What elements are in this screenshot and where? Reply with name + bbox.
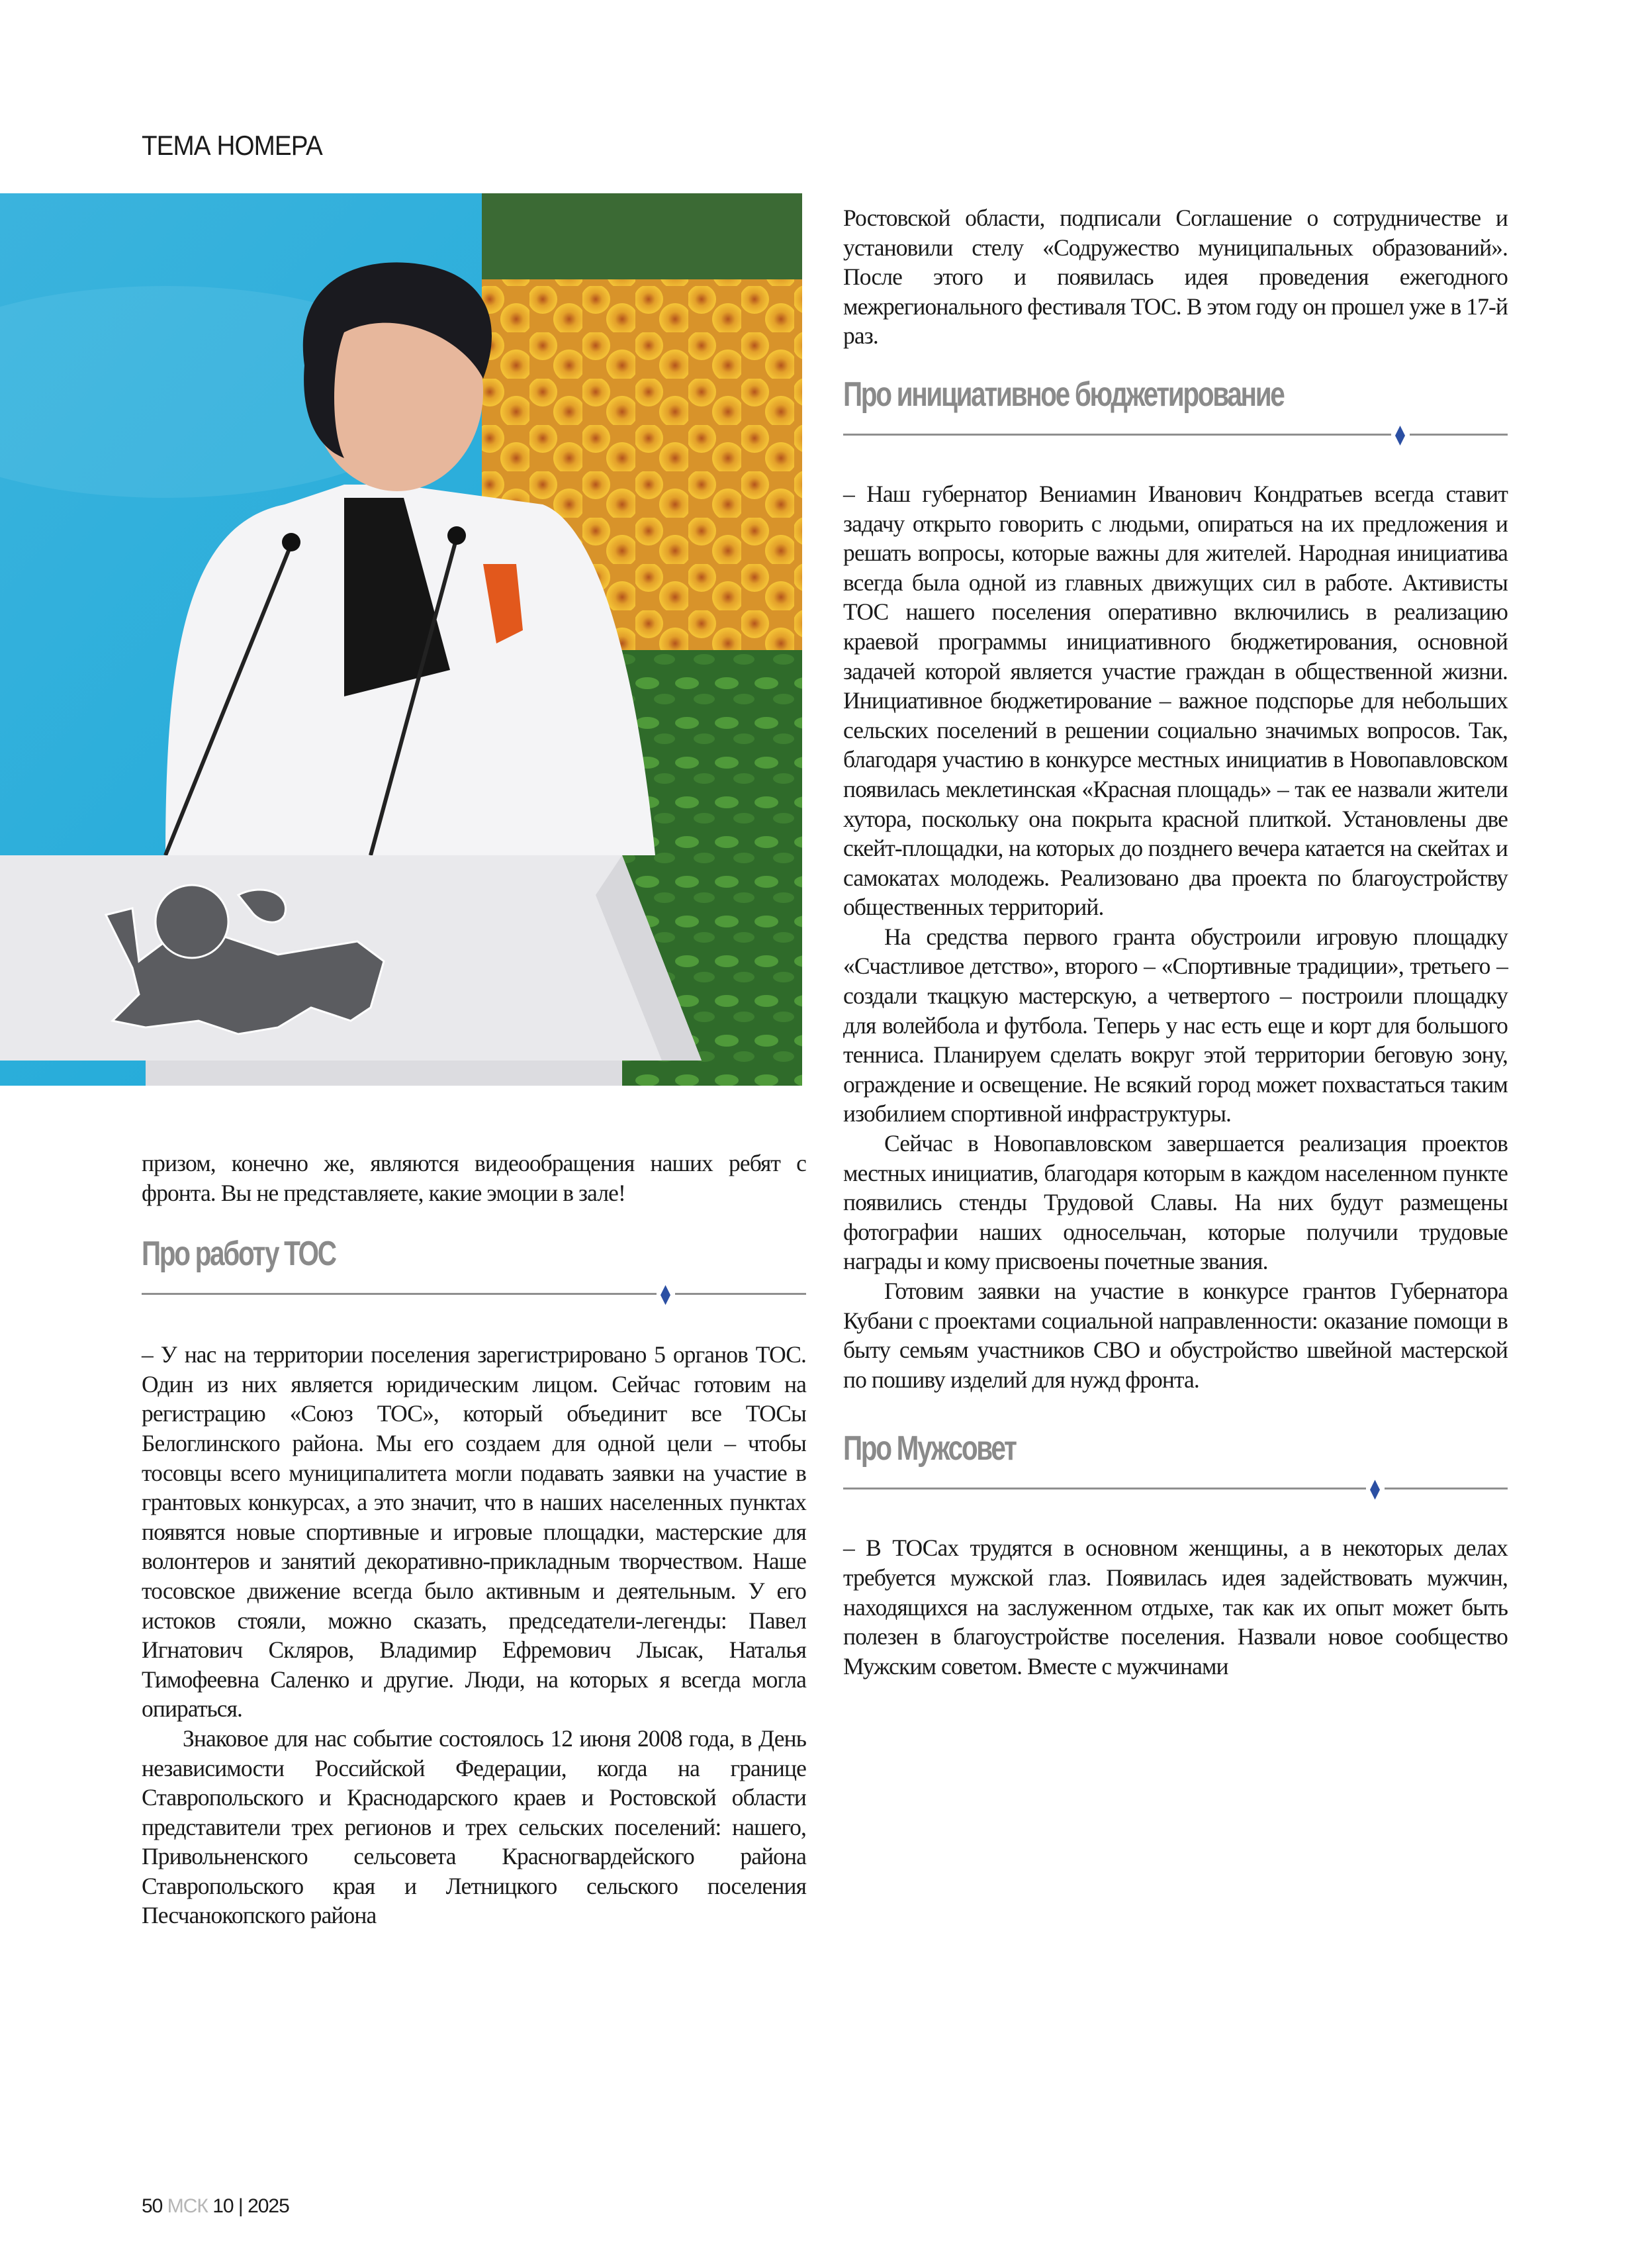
paragraph: – Наш губернатор Вениамин Иванович Кондратьев всегда ставит задачу открыто говорить с людьми, опираться на их предложения и решать вопросы, которые важны для жителей. Народная инициатива всегда была одной из главных движущих сил в работе. Активисты ТОС нашего поселения оперативно включились в реализацию краевой программы инициативного бюджетирования, основной задачей которой является участие граждан в общественной жизни. Инициативное бюджетирование – важное подспорье для небольших сельских поселений в решении социально значимых вопросов. Так, благодаря участию в конкурсе местных инициатив в Новопавловском появилась меклетинская «Красная площадь» – так ее назвали жители хутора, поскольку она покрыта красной плиткой. Установлены две скейт-площадки, на которых до позднего вечера катается на скейтах и самокатах молодежь. Реализовано два проекта по благоустройству общественных территорий. [843,480,1508,921]
paragraph: – В ТОСах трудятся в основном женщины, а в некоторых делах требуется мужской глаз. Появилась идея задействовать мужчин, находящихся на заслуженном отдыхе, так как их опыт может быть полезен в благоустройстве поселения. Назвали новое сообщество Мужским советом. Вместе с мужчинами [843,1535,1508,1679]
speaker-photo-illustration [0,193,802,1086]
magazine-brand: МСК [167,2195,208,2217]
section-label: ТЕМА НОМЕРА [142,130,322,161]
diamond-icon [1366,1480,1385,1499]
paragraph: призом, конечно же, являются видеообращения наших ребят с фронта. Вы не представляете, какие эмоции в зале! [142,1150,806,1206]
paragraph: На средства первого гранта обустроили игровую площадку «Счастливое детство», второго – «Спортивные традиции», третьего – создали ткацкую мастерскую, а четвертого – построили площадку для волейбола и футбола. Теперь у нас есть еще и корт для большого тенниса. Планируем сделать вокруг этой территории беговую зону, ограждение и освещение. Не всякий город может похвастаться таким изобилием спортивной инфраструктуры. [843,923,1508,1127]
divider-line [142,1293,806,1295]
section-divider [843,426,1508,442]
right-column [843,203,1508,1681]
subheading-tos-work: Про работу ТОС [142,1235,336,1274]
divider-line [843,1488,1508,1489]
subheading-men-council: Про Мужсовет [843,1429,1016,1468]
page-footer [142,2195,289,2218]
paragraph: – У нас на территории поселения зарегистрировано 5 органов ТОС. Один из них является юридическим лицом. Сейчас готовим на регистрацию «Союз ТОС», который объединит все ТОСы Белоглинского района. Мы его создаем для одной цели – чтобы тосовцы всего муниципалитета могли подавать заявки на участие в грантовых конкурсах, а это значит, что в наших населенных пунктах появятся новые спортивные и игровые площадки, мастерские для волонтеров и занятий декоративно-прикладным творчеством. Наше тосовское движение всегда было активным и деятельным. У его истоков стояли, можно сказать, председатели-легенды: Павел Игнатович Скляров, Владимир Ефремович Лысак, Наталья Тимофеевна Саленко и другие. Люди, на которых я всегда могла опираться. [142,1341,806,1723]
paragraph: Сейчас в Новопавловском завершается реализация проектов местных инициатив, благодаря которым в каждом населенном пункте появились стенды Трудовой Славы. На них будут размещены фотографии наших односельчан, которые получили трудовые награды и кому присвоены почетные звания. [843,1130,1508,1275]
diamond-icon [657,1286,675,1304]
section-divider [142,1286,806,1301]
paragraph: Ростовской области, подписали Соглашение о сотрудничестве и установили стелу «Содружество муниципальных образований». После этого и появилась идея проведения ежегодного межрегионального фестиваля ТОС. В этом году он прошел уже в 17-й раз. [843,205,1508,350]
page-number: 50 [142,2195,163,2217]
footer-separator: | [238,2195,243,2217]
paragraph: Знаковое для нас событие состоялось 12 июня 2008 года, в День независимости Российской Федерации, когда на границе Ставропольского и Краснодарского краев и Ростовской области представители трех регионов и трех сельских поселений: нашего, Привольненского сельсовета Красногвардейского района Ставропольского края и Летницкого сельского поселения Песчанокопского района [142,1725,806,1929]
left-column [142,1149,806,1930]
article-photo [0,193,802,1086]
subheading-initiative-budgeting: Про инициативное бюджетирование [843,375,1284,414]
issue-year: 2025 [248,2195,289,2217]
diamond-icon [1391,426,1410,445]
section-divider [843,1480,1508,1496]
issue-number: 10 [212,2195,234,2217]
paragraph: Готовим заявки на участие в конкурсе грантов Губернатора Кубани с проектами социальной направленности: оказание помощи в быту семьям участников СВО и обустройство швейной мастерской по пошиву изделий для нужд фронта. [843,1278,1508,1393]
